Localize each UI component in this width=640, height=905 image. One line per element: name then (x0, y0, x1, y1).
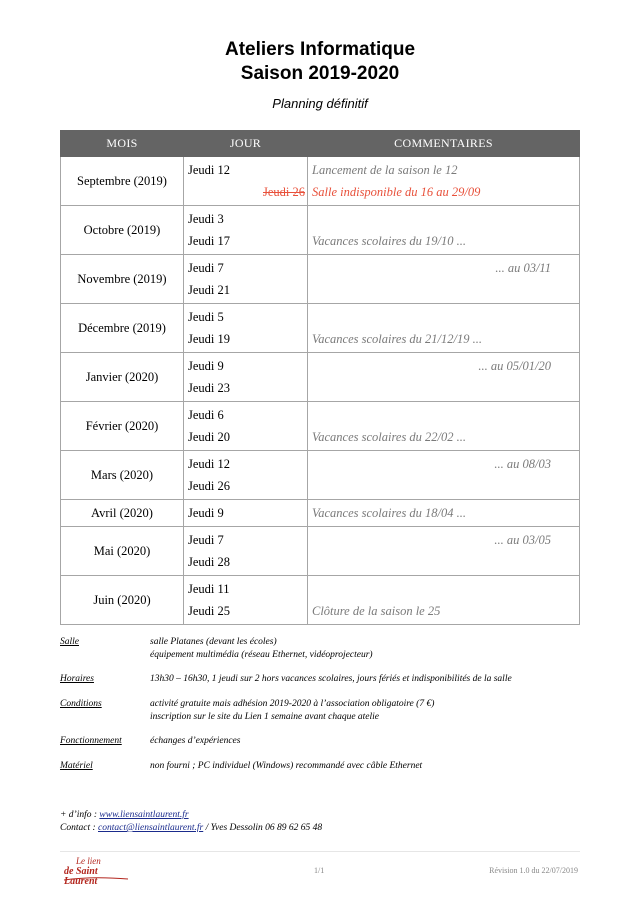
comment-cell (308, 500, 580, 527)
contact-suffix: / Yves Dessolin 06 89 62 65 48 (203, 823, 323, 833)
info-prefix: + d’info : (60, 810, 100, 820)
comment-entry (308, 279, 579, 301)
column-header-commentaires: COMMENTAIRES (308, 131, 580, 157)
info-value-conditions (150, 698, 600, 724)
salle-line-2: équipement multimédia (réseau Ethernet, vidéoprojecteur) (150, 650, 373, 660)
contact-prefix: Contact : (60, 823, 98, 833)
table-row (61, 304, 580, 353)
month-cell: Octobre (2019) (61, 206, 184, 255)
day-entry: Jeudi 28 (188, 555, 231, 569)
comment-entry (308, 377, 579, 399)
comment-entry (308, 306, 579, 328)
table-row (61, 206, 580, 255)
logo-line-2: de Saint Laurent (64, 866, 98, 887)
comment-cell (308, 576, 580, 625)
salle-line-1: salle Platanes (devant les écoles) (150, 637, 277, 647)
comment-entry: ... au 03/11 (495, 261, 551, 275)
comment-cell (308, 206, 580, 255)
day-cell (184, 206, 308, 255)
day-entry: Jeudi 23 (188, 381, 231, 395)
conditions-line-1: activité gratuite mais adhésion 2019-2020 à l’association obligatoire (7 €) (150, 699, 435, 709)
day-cell (184, 157, 308, 206)
month-cell: Janvier (2020) (61, 353, 184, 402)
day-cell (184, 500, 308, 527)
document-subtitle: Planning définitif (272, 96, 368, 111)
footer-divider (60, 851, 580, 852)
comment-cell (308, 157, 580, 206)
comment-entry (308, 208, 579, 230)
comment-cell (308, 402, 580, 451)
day-entry: Jeudi 12 (188, 163, 231, 177)
table-row (61, 157, 580, 206)
comment-cell (308, 304, 580, 353)
day-entry: Jeudi 25 (188, 604, 231, 618)
logo-line-1: Le lien (76, 856, 101, 866)
day-entry: Jeudi 5 (188, 310, 224, 324)
comment-entry: Vacances scolaires du 19/10 ... (312, 234, 467, 248)
table-row (61, 451, 580, 500)
info-value-materiel: non fourni ; PC individuel (Windows) recommandé avec câble Ethernet (150, 761, 423, 771)
comment-entry: Clôture de la saison le 25 (312, 604, 441, 618)
day-entry: Jeudi 7 (188, 533, 224, 547)
page-number: 1/1 (314, 866, 325, 875)
month-cell: Février (2020) (61, 402, 184, 451)
day-entry: Jeudi 3 (188, 212, 224, 226)
contact-block (60, 809, 322, 835)
comment-entry: Salle indisponible du 16 au 29/09 (312, 185, 481, 199)
info-value-fonctionnement: échanges d’expériences (150, 736, 241, 746)
day-cell (184, 527, 308, 576)
comment-entry: ... au 08/03 (494, 457, 551, 471)
comment-entry: Lancement de la saison le 12 (312, 163, 458, 177)
conditions-line-2: inscription sur le site du Lien 1 semaine avant chaque atelie (150, 712, 380, 722)
comment-entry: Vacances scolaires du 18/04 ... (312, 506, 467, 520)
comment-entry: ... au 05/01/20 (478, 359, 551, 373)
comment-entry (308, 551, 579, 573)
table-body (61, 157, 580, 625)
document-season: Saison 2019-2020 (240, 63, 400, 84)
comment-entry (308, 404, 579, 426)
day-cell (184, 304, 308, 353)
day-entry: Jeudi 20 (188, 430, 231, 444)
logo-swoosh-icon (62, 876, 132, 882)
comment-entry (308, 578, 579, 600)
table-row (61, 500, 580, 527)
table-header-row (61, 131, 580, 157)
day-entry: Jeudi 9 (188, 359, 224, 373)
day-entry: Jeudi 21 (188, 283, 231, 297)
comment-entry: ... au 03/05 (494, 533, 551, 547)
month-cell: Mai (2020) (61, 527, 184, 576)
day-entry: Jeudi 11 (188, 582, 230, 596)
day-cell (184, 402, 308, 451)
month-cell: Septembre (2019) (61, 157, 184, 206)
website-link[interactable]: www.liensaintlaurent.fr (99, 810, 189, 820)
revision-note: Révision 1.0 du 22/07/2019 (489, 866, 578, 875)
comment-entry (308, 475, 579, 497)
month-cell: Mars (2020) (61, 451, 184, 500)
comment-cell (308, 527, 580, 576)
info-label-fonctionnement: Fonctionnement (60, 736, 122, 746)
association-logo (62, 856, 132, 887)
day-entry: Jeudi 6 (188, 408, 224, 422)
info-label-salle: Salle (60, 637, 79, 647)
table-row (61, 576, 580, 625)
day-cell (184, 576, 308, 625)
column-header-mois: MOIS (61, 131, 184, 157)
day-entry: Jeudi 17 (188, 234, 231, 248)
info-label-horaires: Horaires (60, 674, 94, 684)
month-cell: Novembre (2019) (61, 255, 184, 304)
day-cell (184, 353, 308, 402)
day-entry: Jeudi 12 (188, 457, 231, 471)
email-link[interactable]: contact@liensaintlaurent.fr (98, 823, 204, 833)
table-row (61, 527, 580, 576)
document-title: Ateliers Informatique (224, 39, 416, 60)
comment-entry: Vacances scolaires du 22/02 ... (312, 430, 467, 444)
info-label-materiel: Matériel (60, 761, 93, 771)
table-row (61, 402, 580, 451)
comment-entry: Vacances scolaires du 21/12/19 ... (312, 332, 483, 346)
month-cell: Juin (2020) (61, 576, 184, 625)
day-cell (184, 255, 308, 304)
table-row (61, 353, 580, 402)
table-row (61, 255, 580, 304)
day-entry: Jeudi 26 (188, 479, 231, 493)
planning-table (60, 130, 580, 625)
info-label-conditions: Conditions (60, 699, 102, 709)
day-entry: Jeudi 7 (188, 261, 224, 275)
day-cell (184, 451, 308, 500)
cancelled-day: Jeudi 26 (262, 185, 305, 199)
comment-cell (308, 255, 580, 304)
info-value-horaires: 13h30 – 16h30, 1 jeudi sur 2 hors vacances scolaires, jours fériés et indisponibilités de la salle (150, 674, 512, 684)
comment-cell (308, 451, 580, 500)
day-entry: Jeudi 9 (188, 506, 224, 520)
month-cell: Avril (2020) (61, 500, 184, 527)
info-value-salle (150, 636, 600, 662)
column-header-jour: JOUR (184, 131, 308, 157)
comment-cell (308, 353, 580, 402)
day-entry: Jeudi 19 (188, 332, 231, 346)
month-cell: Décembre (2019) (61, 304, 184, 353)
